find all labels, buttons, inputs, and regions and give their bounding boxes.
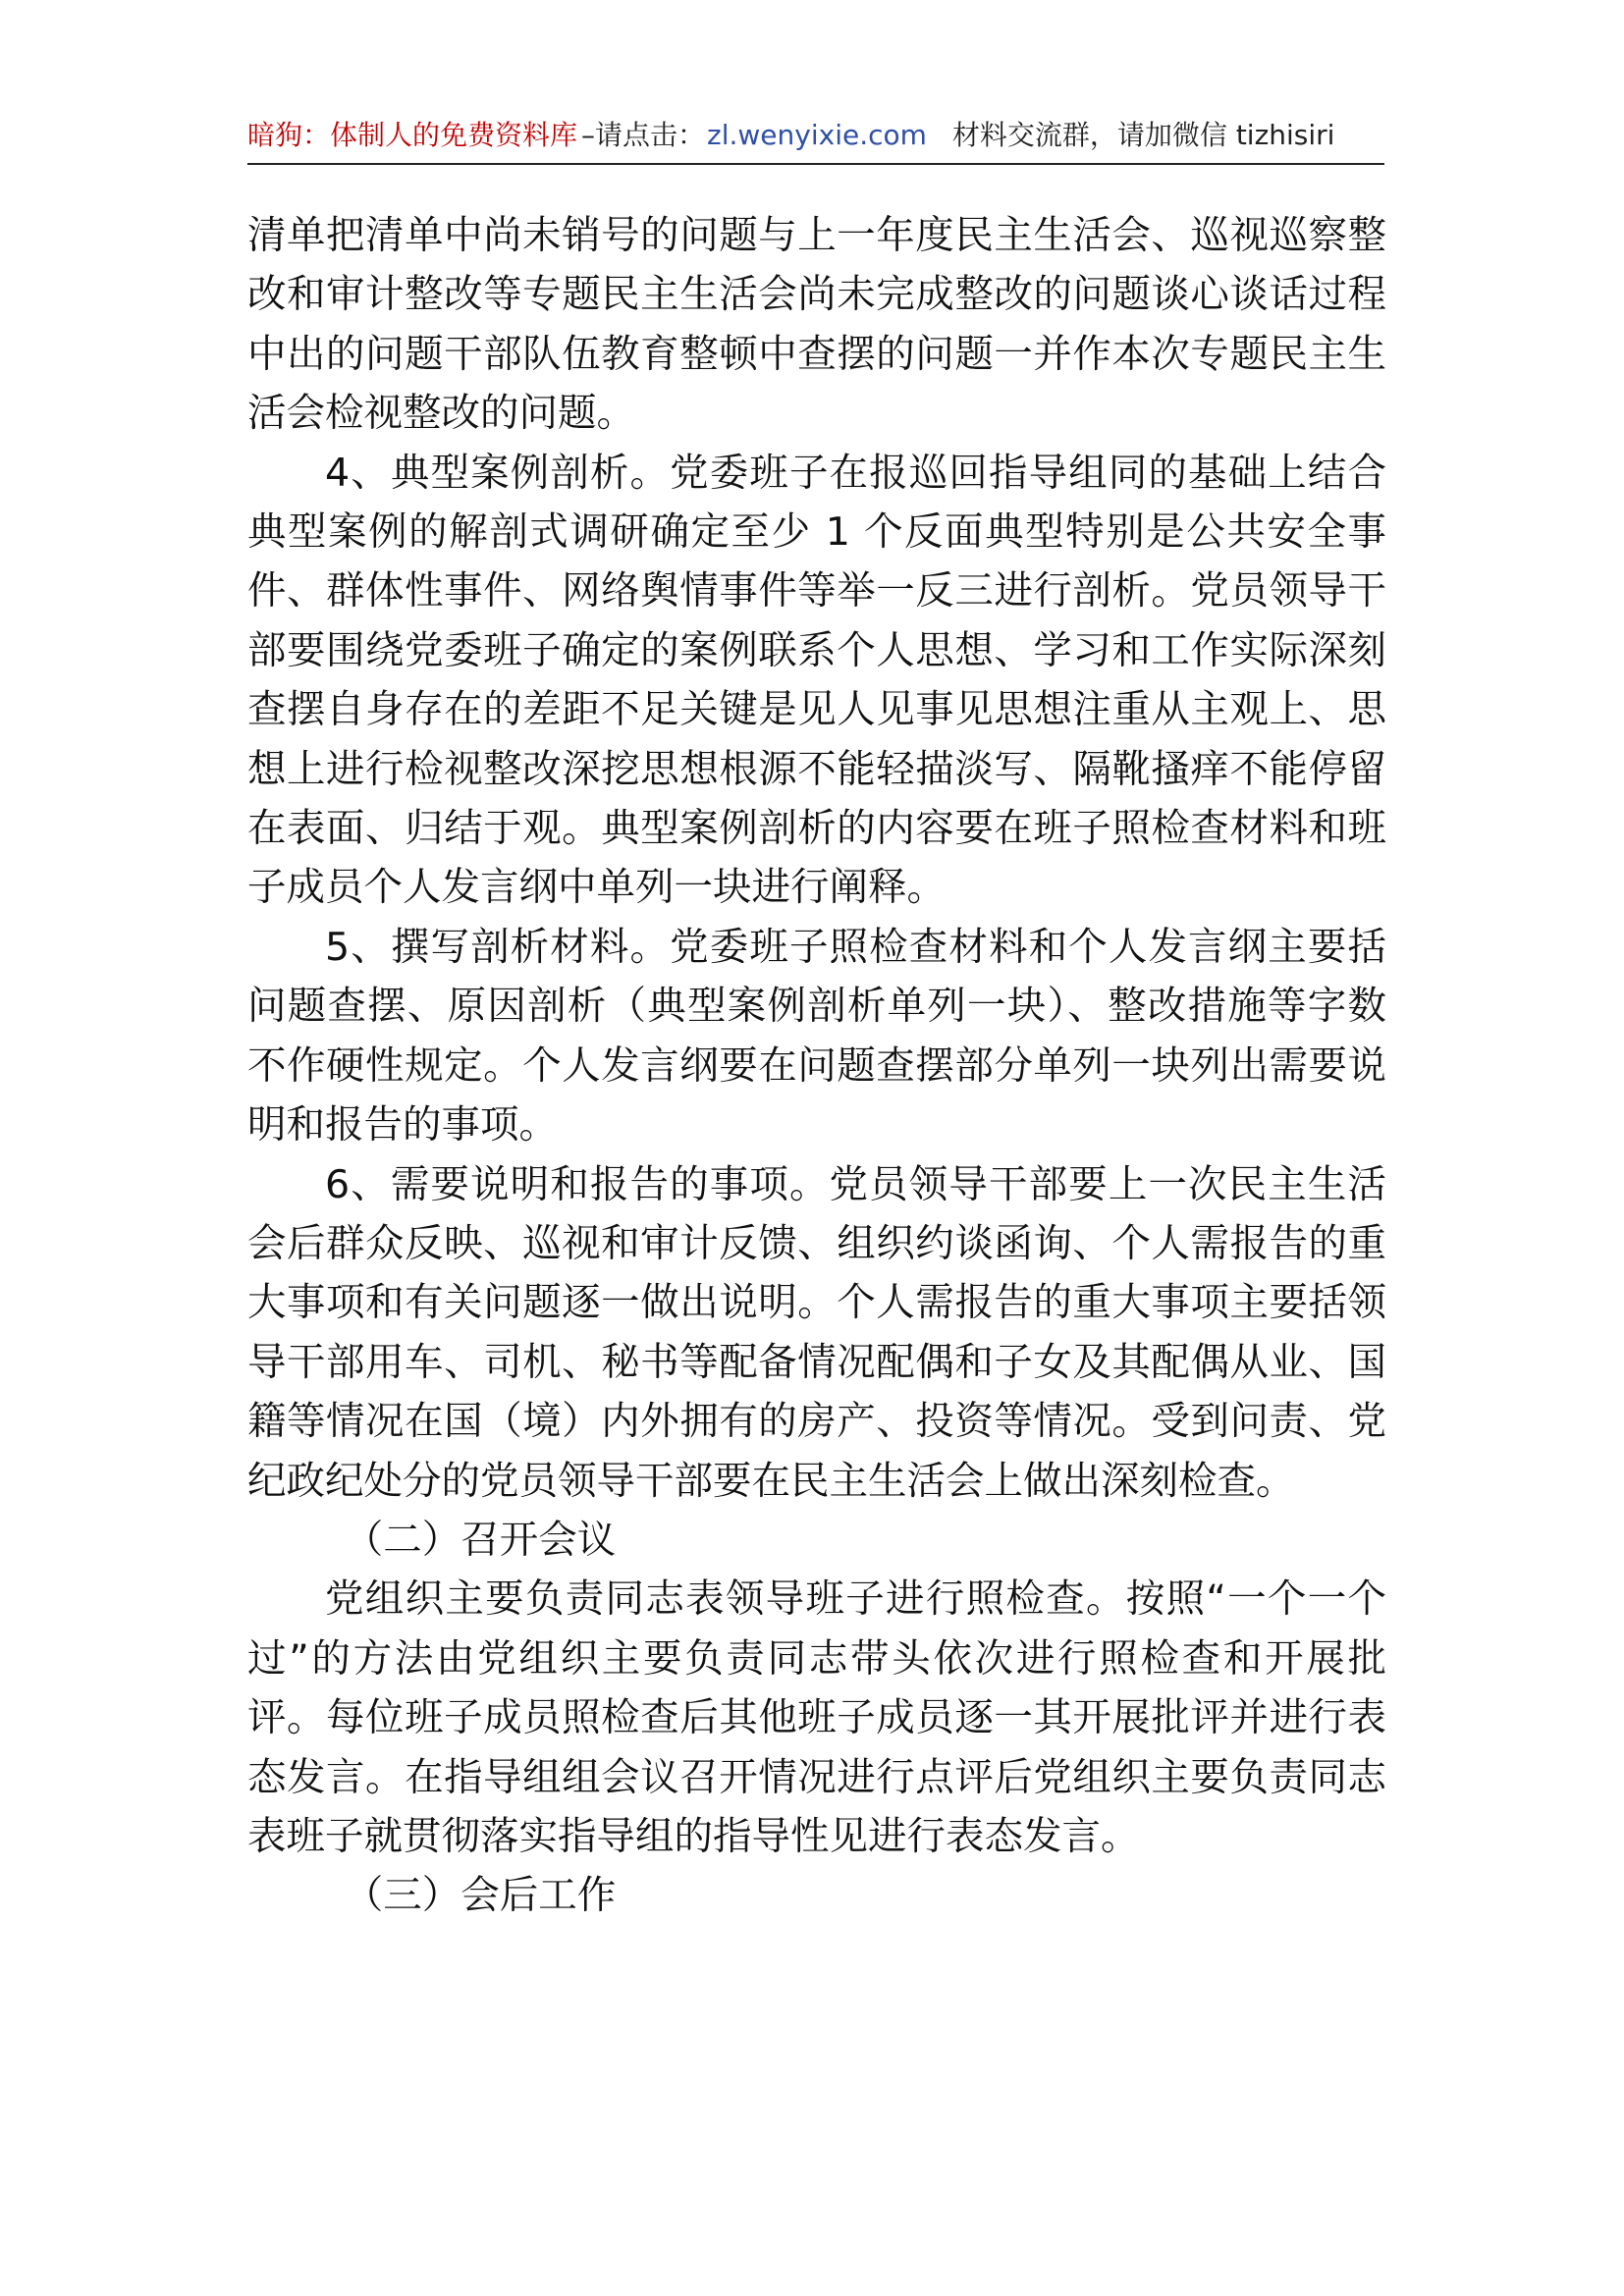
header-separator: –请点击：	[581, 119, 706, 151]
document-body	[247, 206, 1386, 1926]
header-link[interactable]: zl.wenyixie.com	[707, 119, 927, 151]
paragraph-meeting: 党组织主要负责同志表领导班子进行照检查。按照“一个一个过”的方法由党组织主要负责同志带头依次进行照检查和开展批评。每位班子成员照检查后其他班子成员逐一其开展批评并进行表态发言。在指导组组会议召开情况进行点评后党组织主要负责同志表班子就贯彻落实指导组的指导性见进行表态发言。	[247, 1576, 1386, 1859]
paragraph-write-materials: 5、撰写剖析材料。党委班子照检查材料和个人发言纲主要括问题查摆、原因剖析（典型案例剖析单列一块）、整改措施等字数不作硬性规定。个人发言纲要在问题查摆部分单列一块列出需要说明和报告的事项。	[247, 924, 1386, 1148]
paragraph-continuation: 清单把清单中尚未销号的问题与上一年度民主生活会、巡视巡察整改和审计整改等专题民主生活会尚未完成整改的问题谈心谈话过程中出的问题干部队伍教育整顿中查摆的问题一并作本次专题民主生活会检视整改的问题。	[247, 213, 1386, 437]
paragraph-case-analysis: 4、典型案例剖析。党委班子在报巡回指导组同的基础上结合典型案例的解剖式调研确定至少 1 个反面典型特别是公共安全事件、群体性事件、网络舆情事件等举一反三进行剖析。党员领导干部要围绕党委班子确定的案例联系个人思想、学习和工作实际深刻查摆自身存在的差距不足关键是见人见事见思想注重从主观上、思想上进行检视整改深挖思想根源不能轻描淡写、隔靴搔痒不能停留在表面、归结于观。典型案例剖析的内容要在班子照检查材料和班子成员个人发言纲中单列一块进行阐释。	[247, 450, 1386, 911]
page-header	[247, 116, 1384, 165]
paragraph-report-items: 6、需要说明和报告的事项。党员领导干部要上一次民主生活会后群众反映、巡视和审计反馈、组织约谈函询、个人需报告的重大事项和有关问题逐一做出说明。个人需报告的重大事项主要括领导干部用车、司机、秘书等配备情况配偶和子女及其配偶从业、国籍等情况在国（境）内外拥有的房产、投资等情况。受到问责、党纪政纪处分的党员领导干部要在民主生活会上做出深刻检查。	[247, 1161, 1386, 1504]
header-group-info: 材料交流群，请加微信 tizhisiri	[951, 119, 1335, 151]
section-heading-after-meeting: （三）会后工作	[344, 1873, 617, 1919]
section-heading-meeting: （二）召开会议	[344, 1517, 617, 1563]
header-brand: 暗狗：体制人的免费资料库	[247, 119, 578, 151]
